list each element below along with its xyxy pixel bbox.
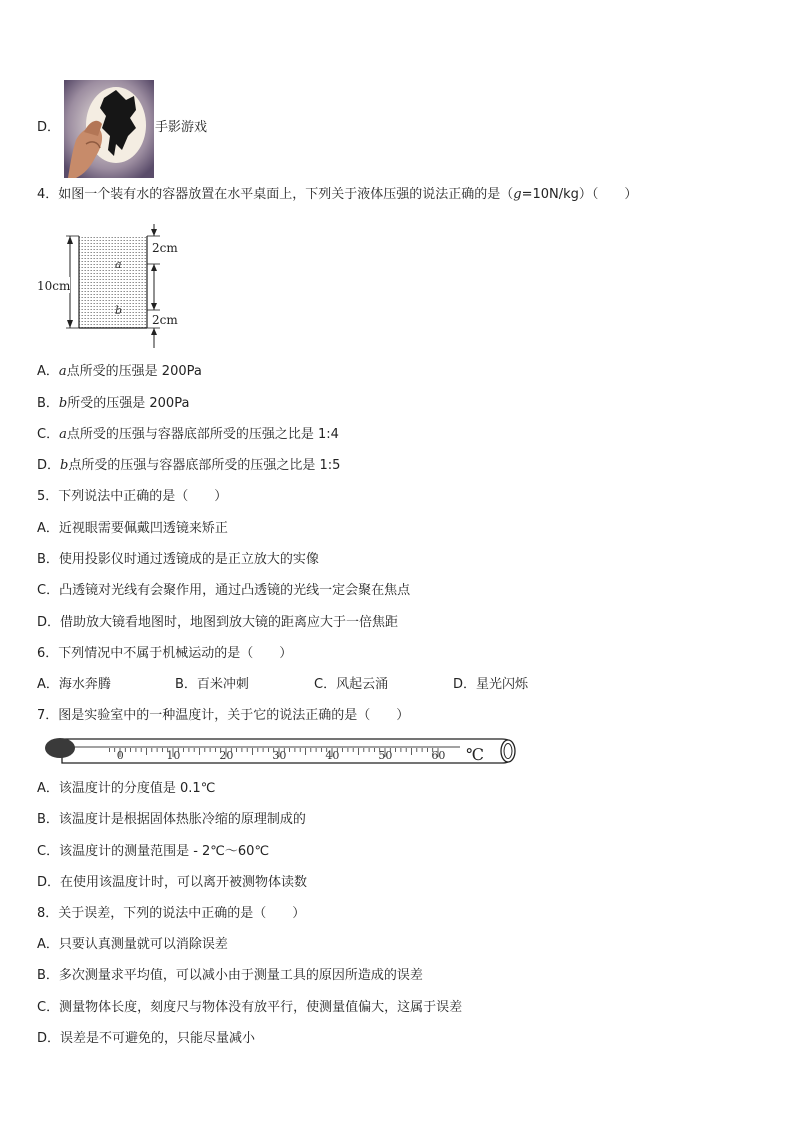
q4-option-a xyxy=(37,363,202,381)
q6-option-c: C．风起云涌 xyxy=(314,677,389,692)
water-body xyxy=(79,236,147,328)
q4-option-b-var: b xyxy=(58,396,68,411)
q8-option-c: C．测量物体长度，刻度尺与物体没有放平行，使测量值偏大，这属于误差 xyxy=(37,1000,463,1015)
thermometer-tick-label: 60 xyxy=(431,749,446,762)
q4-stem xyxy=(37,186,637,204)
q6-stem: 6．下列情况中不属于机械运动的是（ ） xyxy=(37,646,293,661)
thermometer-tick-label: 0 xyxy=(116,749,124,762)
q3-option-d xyxy=(37,119,60,137)
q4-option-c xyxy=(37,426,339,444)
q4-option-c-var: a xyxy=(59,427,67,442)
q4-stem-after: =10N/kg）（ ） xyxy=(521,187,638,202)
thermometer-tick-label: 40 xyxy=(325,749,340,762)
q7-option-a: A．该温度计的分度值是 0.1℃ xyxy=(37,781,216,796)
q5-option-b: B．使用投影仪时通过透镜成的是正立放大的实像 xyxy=(37,552,319,567)
q4-option-a-prefix: A． xyxy=(37,364,59,379)
q3-option-d-letter: D． xyxy=(37,120,61,135)
q7-option-b: B．该温度计是根据固体热胀冷缩的原理制成的 xyxy=(37,812,306,827)
q5-option-c: C．凸透镜对光线有会聚作用，通过凸透镜的光线一定会聚在焦点 xyxy=(37,583,411,598)
q3-option-d-text: 手影游戏 xyxy=(155,120,208,135)
bottom-depth-label: 2cm xyxy=(152,313,178,327)
q8-option-a: A．只要认真测量就可以消除误差 xyxy=(37,937,228,952)
container-figure xyxy=(36,224,186,350)
q5-option-a: A．近视眼需要佩戴凹透镜来矫正 xyxy=(37,521,228,536)
q5-option-d: D．借助放大镜看地图时，地图到放大镜的距离应大于一倍焦距 xyxy=(37,615,399,630)
q7-stem: 7．图是实验室中的一种温度计，关于它的说法正确的是（ ） xyxy=(37,708,410,723)
q4-stem-before: 4．如图一个装有水的容器放置在水平桌面上，下列关于液体压强的说法正确的是（ xyxy=(37,187,514,202)
q8-option-d: D．误差是不可避免的，只能尽量减小 xyxy=(37,1031,256,1046)
top-depth-label: 2cm xyxy=(152,241,178,255)
q5-stem: 5．下列说法中正确的是（ ） xyxy=(37,489,228,504)
q4-option-c-text: 点所受的压强与容器底部所受的压强之比是 1:4 xyxy=(66,427,339,442)
thermometer-bulb xyxy=(45,738,75,758)
hand-shadow-image xyxy=(64,80,154,178)
q4-option-d xyxy=(37,457,340,475)
q8-option-b: B．多次测量求平均值，可以减小由于测量工具的原因所造成的误差 xyxy=(37,968,423,983)
thermometer-unit: ℃ xyxy=(466,745,484,764)
thermometer-tick-label: 50 xyxy=(378,749,393,762)
q4-g-variable: g xyxy=(513,187,522,202)
height-label: 10cm xyxy=(37,279,71,293)
q6-option-d: D．星光闪烁 xyxy=(453,677,529,692)
q4-option-b xyxy=(37,395,189,413)
q4-option-b-prefix: B． xyxy=(37,396,59,411)
q4-option-d-text: 点所受的压强与容器底部所受的压强之比是 1:5 xyxy=(68,458,341,473)
q4-option-b-text: 所受的压强是 200Pa xyxy=(67,396,190,411)
q8-stem: 8．关于误差，下列的说法中正确的是（ ） xyxy=(37,906,306,921)
thermometer-tick-label: 20 xyxy=(219,749,234,762)
q7-option-c: C．该温度计的测量范围是 - 2℃～60℃ xyxy=(37,844,270,859)
q4-option-d-var: b xyxy=(60,458,69,473)
q4-option-a-text: 点所受的压强是 200Pa xyxy=(66,364,202,379)
q4-option-a-var: a xyxy=(58,364,67,379)
thermometer-tick-label: 10 xyxy=(166,749,181,762)
point-b-label: b xyxy=(115,304,123,317)
q7-option-d: D．在使用该温度计时，可以离开被测物体读数 xyxy=(37,875,308,890)
q4-option-c-prefix: C． xyxy=(37,427,60,442)
point-a-label: a xyxy=(115,258,122,271)
thermometer-tick-label: 30 xyxy=(272,749,287,762)
q4-option-d-prefix: D． xyxy=(37,458,61,473)
q6-option-a: A．海水奔腾 xyxy=(37,677,111,692)
q6-option-b: B．百米冲刺 xyxy=(175,677,249,692)
thermometer-figure xyxy=(40,734,520,768)
